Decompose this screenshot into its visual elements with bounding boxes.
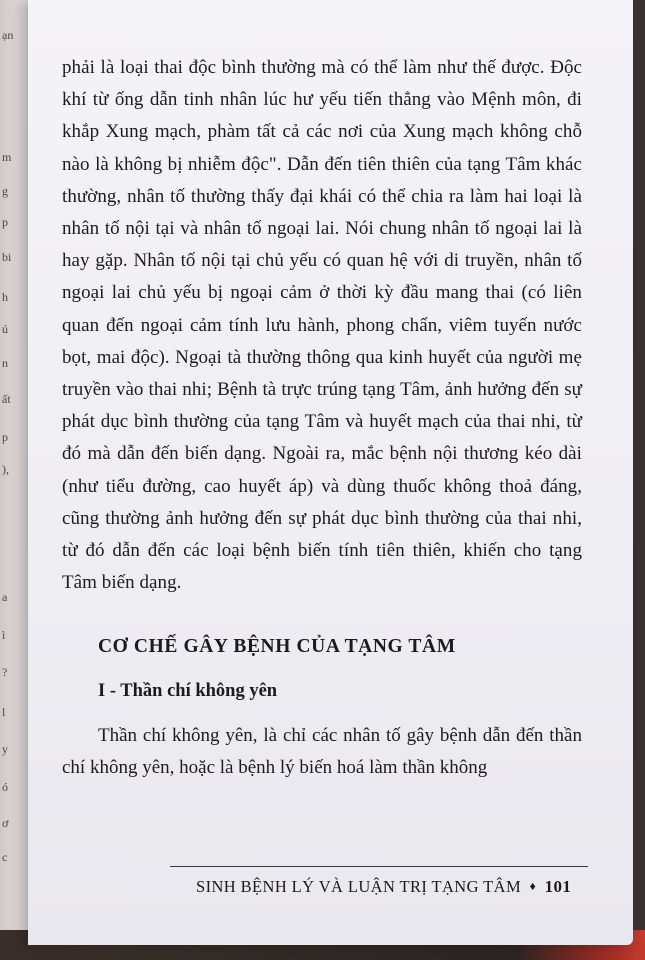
previous-page-fragment: bi [2,250,12,264]
previous-page-fragment: l [2,705,6,719]
body-paragraph: phải là loại thai độc bình thường mà có thể làm như thế được. Độc khí từ ống dẫn tinh nhân lúc hư yếu tiến thẳng vào Mệnh môn, đi khắp Xung mạch, phàm tất cả các nơi của Xung mạch không chỗ nào là không bị nhiễm độc". Dẫn đến tiên thiên của tạng Tâm khác thường, nhân tố thường thấy đại khái có thể chia ra làm hai loại là nhân tố nội tại và nhân tố ngoại lai. Nói chung nhân tố ngoại lai là hay gặp. Nhân tố nội tại chủ yếu có quan hệ với di truyền, nhân tố ngoại lai chủ yếu bị ngoại cảm ở thời kỳ đầu mang thai (có liên quan đến ngoại cảm tính lưu hành, phong chẩn, viêm tuyến nước bọt, mai độc). Ngoại tà thường thông qua kinh huyết của người mẹ truyền vào thai nhi; Bệnh tà trực trúng tạng Tâm, ảnh hưởng đến sự phát dục bình thường của tạng Tâm và huyết mạch của thai nhi, từ đó mà dẫn đến biến dạng. Ngoài ra, mắc bệnh nội thương kéo dài (như tiểu đường, cao huyết áp) và dùng thuốc không thoả đáng, cũng thường ảnh hưởng đến sự phát dục bình thường của thai nhi, từ đó dẫn đến các loại bệnh biến tính tiên thiên, khiến cho tạng Tâm biến dạng. [62,57,582,594]
diamond-icon: ♦ [529,879,537,893]
footer-rule [170,866,588,867]
previous-page-fragment: ó [2,780,8,794]
previous-page-fragment: ơ [2,816,9,830]
previous-page-fragment: a [2,590,8,604]
previous-page-fragment: p [2,215,8,229]
running-title: SINH BỆNH LÝ VÀ LUẬN TRỊ TẠNG TÂM [196,877,522,896]
subsection-heading: I - Thần chí không yên [98,681,278,702]
section-heading: CƠ CHẾ GÂY BỆNH CỦA TẠNG TÂM [98,636,456,658]
previous-page-fragment: m [2,150,12,164]
page-number: 101 [544,877,572,896]
previous-page-fragment: ? [2,665,8,679]
page-content [62,52,582,784]
previous-page-fragment: ì [2,628,6,642]
previous-page-fragment: ú [2,322,8,336]
previous-page-fragment: g [2,184,8,198]
previous-page-fragment: c [2,850,8,864]
previous-page-fragment: h [2,290,8,304]
section-paragraph: Thần chí không yên, là chỉ các nhân tố gây bệnh dẫn đến thần chí không yên, hoặc là bệnh lý biến hoá làm thần không [62,725,582,779]
previous-page-fragment: ), [2,462,9,476]
previous-page-fragment: ạn [2,28,14,42]
previous-page-fragment: ất [2,392,11,406]
previous-page-fragment: p [2,430,8,444]
running-footer [196,874,596,899]
previous-page-fragment: y [2,742,8,756]
previous-page-fragment: n [2,356,8,370]
